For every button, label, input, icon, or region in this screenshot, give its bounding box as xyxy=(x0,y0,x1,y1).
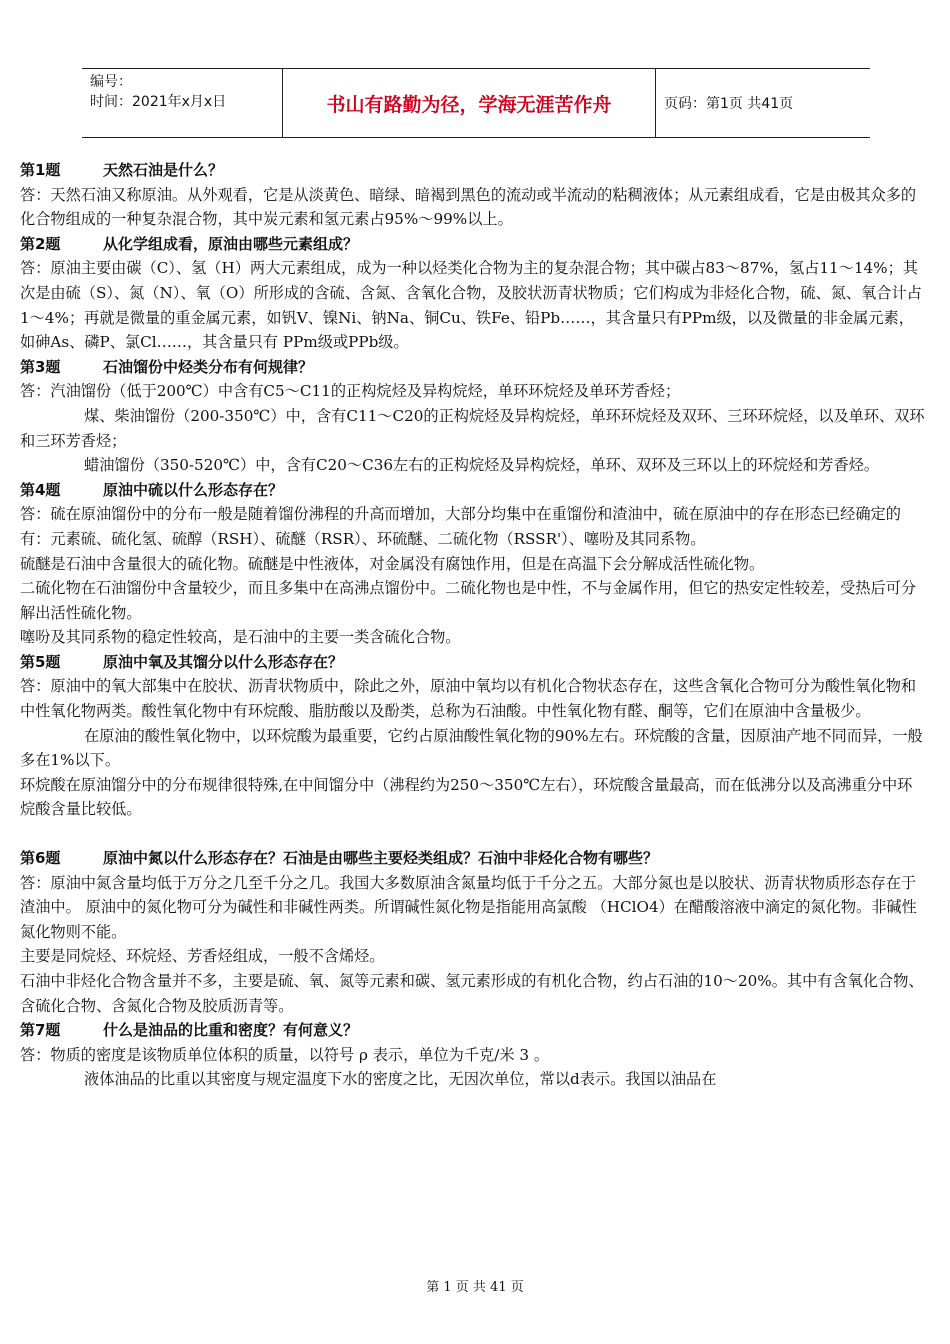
document-body xyxy=(20,158,926,1092)
question-heading-1: 第1题 天然石油是什么？ xyxy=(20,161,224,179)
answer-paragraph: 答：汽油馏份（低于200℃）中含有C5～C11的正构烷烃及异构烷烃，单环环烷烃及单环芳香烃； xyxy=(20,382,681,401)
answer-paragraph: 主要是同烷烃、环烷烃、芳香烃组成，一般不含烯烃。 xyxy=(20,947,385,966)
answer-paragraph: 硫醚是石油中含量很大的硫化物。硫醚是中性液体，对金属没有腐蚀作用，但是在高温下会分解成活性硫化物。 xyxy=(20,554,765,573)
question-heading-6: 第6题 原油中氮以什么形态存在？石油是由哪些主要烃类组成？石油中非烃化合物有哪些？ xyxy=(20,849,659,868)
header-page-info: 页码：第1页 共41页 xyxy=(664,96,794,112)
document-number-label: 编号： xyxy=(90,74,132,90)
answer-paragraph: 在原油的酸性氧化物中，以环烷酸为最重要，它约占原油酸性氧化物的90%左右。环烷酸的含量，因原油产地不同而异，一般多在1%以下。 xyxy=(20,726,923,770)
answer-paragraph: 答：原油中的氧大部集中在胶状、沥青状物质中，除此之外，原油中氧均以有机化合物状态存在，这些含氧化合物可分为酸性氧化物和中性氧化物两类。酸性氧化物中有环烷酸、脂肪酸以及酚类，总称为石油酸。中性氧化物有醛、酮等，它们在原油中含量极少。 xyxy=(20,677,917,721)
question-heading-4: 第4题 原油中硫以什么形态存在？ xyxy=(20,480,284,499)
answer-paragraph: 煤、柴油馏份（200-350℃）中，含有C11～C20的正构烷烃及异构烷烃，单环环烷烃及双环、三环环烷烃，以及单环、双环和三环芳香烃； xyxy=(20,406,925,450)
question-heading-3: 第3题 石油馏份中烃类分布有何规律？ xyxy=(20,357,314,376)
answer-paragraph: 二硫化物在石油馏份中含量较少，而且多集中在高沸点馏份中。二硫化物也是中性，不与金属作用，但它的热安定性较差，受热后可分解出活性硫化物。 xyxy=(20,579,917,622)
page-header xyxy=(82,68,870,138)
answer-paragraph: 答：硫在原油馏份中的分布一般是随着馏份沸程的升高而增加，大部分均集中在重馏份和渣油中，硫在原油中的存在形态已经确定的有：元素硫、硫化氢、硫醇（RSH）、硫醚（RSR）、环硫醚、二硫化物（RSSR'）、噻吩及其同系物。 xyxy=(20,505,901,548)
answer-paragraph: 石油中非烃化合物含量并不多，主要是硫、氧、氮等元素和碳、氢元素形成的有机化合物，约占石油的10～20%。其中有含氧化合物、含硫化合物、含氮化合物及胶质沥青等。 xyxy=(20,972,924,1015)
document-date: 时间：2021年x月x日 xyxy=(90,94,227,110)
question-heading-7: 第7题 什么是油品的比重和密度？有何意义？ xyxy=(20,1021,359,1040)
answer-paragraph: 答：物质的密度是该物质单位体积的质量，以符号 ρ 表示，单位为千克/米 3 。 xyxy=(20,1045,550,1064)
answer-paragraph: 答：原油中氮含量均低于万分之几至千分之几。我国大多数原油含氮量均低于千分之五。大部分氮也是以胶状、沥青状物质形态存在于渣油中。 原油中的氮化物可分为碱性和非碱性两类。所谓碱性氮化物是指能用高氯酸 （HClO4）在醋酸溶液中滴定的氮化物。非碱性氮化物则不能。 xyxy=(20,873,917,941)
answer-paragraph: 环烷酸在原油馏分中的分布规律很特殊,在中间馏分中（沸程约为250～350℃左右），环烷酸含量最高，而在低沸分以及高沸重分中环烷酸含量比较低。 xyxy=(20,775,913,819)
question-heading-5: 第5题 原油中氧及其馏分以什么形态存在？ xyxy=(20,652,344,671)
paragraph-spacer xyxy=(20,822,926,846)
header-meta xyxy=(82,69,282,137)
header-motto: 书山有路勤为径，学海无涯苦作舟 xyxy=(282,69,656,137)
answer-paragraph: 答：天然石油又称原油。从外观看，它是从淡黄色、暗绿、暗褐到黑色的流动或半流动的粘稠液体；从元素组成看，它是由极其众多的化合物组成的一种复杂混合物，其中炭元素和氢元素占95%～99%以上。 xyxy=(20,185,917,229)
question-heading-2: 第2题 从化学组成看，原油由哪些元素组成？ xyxy=(20,234,359,253)
answer-paragraph: 噻吩及其同系物的稳定性较高，是石油中的主要一类含硫化合物。 xyxy=(20,628,461,647)
page-footer: 第 1 页 共 41 页 xyxy=(426,1280,524,1295)
answer-paragraph: 蜡油馏份（350-520℃）中，含有C20～C36左右的正构烷烃及异构烷烃，单环、双环及三环以上的环烷烃和芳香烃。 xyxy=(84,456,880,475)
answer-paragraph: 答：原油主要由碳（C）、氢（H）两大元素组成，成为一种以烃类化合物为主的复杂混合物；其中碳占83～87%，氢占11～14%；其次是由硫（S）、氮（N）、氧（O）所形成的含硫、含氮、含氧化合物，及胶状沥青状物质；它们构成为非烃化合物，硫、氮、氧合计占1～4%；再就是微量的重金属元素，如钒V、镍Ni、钠Na、铜Cu、铁Fe、铅Pb……，其含量只有PPm级，以及微量的非金属元素，如砷As、磷P、氯Cl……，其含量只有 PPm级或PPb级。 xyxy=(20,259,922,352)
answer-paragraph: 液体油品的比重以其密度与规定温度下水的密度之比，无因次单位，常以d表示。我国以油品在 xyxy=(84,1070,717,1089)
